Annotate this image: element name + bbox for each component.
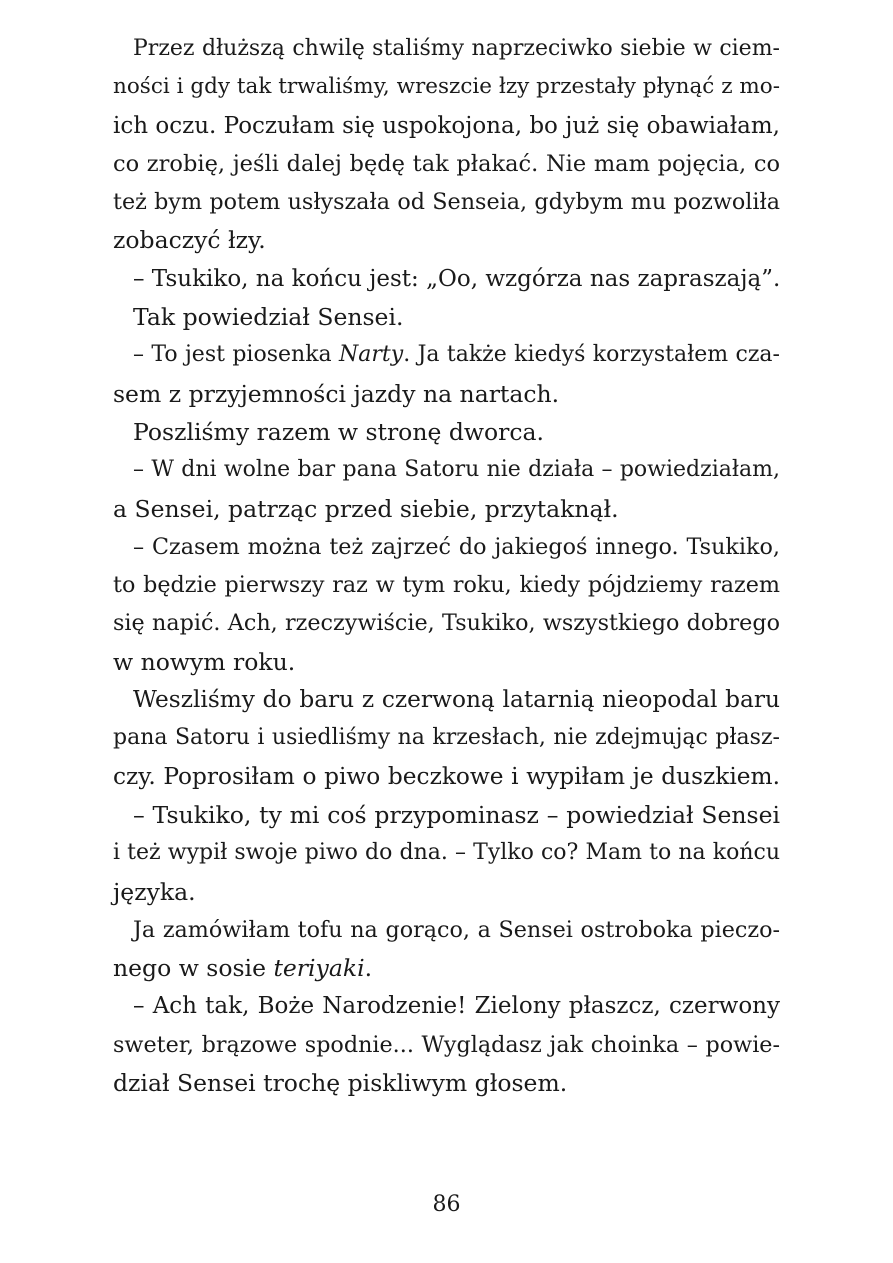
- text-line: – Ach tak, Boże Narodzenie! Zielony płaszcz, czerwony: [133, 993, 780, 1020]
- text-line: pana Satoru i usiedliśmy na krzesłach, nie zdejmując płasz-: [113, 725, 780, 751]
- text-line: ności i gdy tak trwaliśmy, wreszcie łzy przestały płynąć z mo-: [113, 74, 780, 100]
- text-line: i też wypił swoje piwo do dna. – Tylko co? Mam to na końcu: [113, 840, 780, 866]
- text-line: [113, 949, 780, 987]
- text-line: to będzie pierwszy raz w tym roku, kiedy pójdziemy razem: [113, 572, 780, 599]
- text-line: Tak powiedział Sensei.: [133, 303, 404, 332]
- italic-title: teriyaki: [273, 954, 365, 983]
- text-line: też bym potem usłyszała od Senseia, gdybym mu pozwoliła: [113, 189, 780, 216]
- text-line: Weszliśmy do baru z czerwoną latarnią nieopodal baru: [133, 686, 780, 714]
- text-line: sweter, brązowe spodnie... Wyglądasz jak choinka – powie-: [113, 1031, 780, 1058]
- text-line: języka.: [113, 877, 196, 906]
- text-line: – Tsukiko, na końcu jest: „Oo, wzgórza nas zapraszają”.: [133, 265, 781, 292]
- italic-title: Narty: [339, 342, 404, 368]
- text-line: – Tsukiko, ty mi coś przypominasz – powiedział Sensei: [133, 800, 780, 829]
- text-line: zobaczyć łzy.: [113, 226, 266, 255]
- text-line: – W dni wolne bar pana Satoru nie działa – powiedziałam,: [133, 457, 780, 483]
- page-number: 86: [432, 1192, 461, 1217]
- text-line: się napić. Ach, rzeczywiście, Tsukiko, wszystkiego dobrego: [113, 610, 780, 637]
- text-line: ich oczu. Poczułam się uspokojona, bo już się obawiałam,: [113, 112, 780, 139]
- text-line: co zrobię, jeśli dalej będę tak płakać. Nie mam pojęcia, co: [113, 150, 780, 177]
- text-line: Ja zamówiłam tofu na gorąco, a Sensei ostroboka pieczo-: [133, 916, 780, 943]
- text-line: – Czasem można też zajrzeć do jakiegoś innego. Tsukiko,: [133, 533, 780, 560]
- text-segment: . Ja także kiedyś korzystałem cza-: [403, 342, 780, 368]
- text-line: sem z przyjemności jazdy na nartach.: [113, 379, 560, 408]
- page-body-text: [113, 30, 780, 1102]
- text-line: a Sensei, patrząc przed siebie, przytaknął.: [113, 494, 619, 523]
- text-line: Przez dłuższą chwilę staliśmy naprzeciwko siebie w ciem-: [133, 36, 780, 61]
- text-line: w nowym roku.: [113, 647, 296, 676]
- text-segment: – To jest piosenka: [133, 342, 340, 368]
- text-line: [113, 336, 780, 374]
- text-line: Poszliśmy razem w stronę dworca.: [133, 417, 545, 446]
- text-line: dział Sensei trochę piskliwym głosem.: [113, 1069, 568, 1098]
- text-segment: .: [364, 954, 373, 983]
- text-segment: nego w sosie: [113, 954, 274, 983]
- text-line: czy. Poprosiłam o piwo beczkowe i wypiłam je duszkiem.: [113, 762, 780, 790]
